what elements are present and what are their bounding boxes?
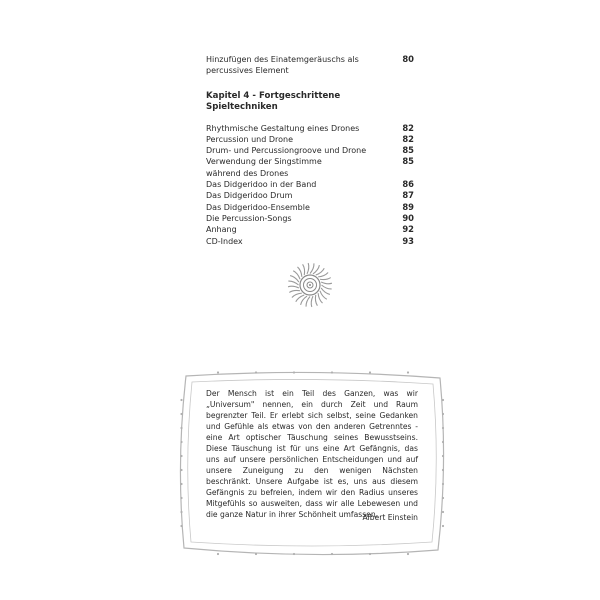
frame-dot bbox=[407, 553, 409, 555]
sun-ray bbox=[322, 285, 332, 289]
frame-dot bbox=[442, 525, 444, 527]
sun-ray bbox=[288, 286, 299, 288]
frame-dot bbox=[180, 455, 182, 457]
frame-dot bbox=[293, 553, 295, 555]
toc-entry-page: 82 bbox=[402, 122, 414, 133]
toc-entry bbox=[206, 179, 414, 190]
frame-dot bbox=[180, 399, 182, 401]
toc-entry bbox=[206, 54, 414, 77]
frame-dot bbox=[180, 483, 182, 485]
toc-entry-page: 90 bbox=[402, 212, 414, 223]
toc-entry bbox=[206, 156, 414, 179]
toc-entry-page: 80 bbox=[402, 54, 414, 64]
toc-entry bbox=[206, 213, 414, 224]
quote-paragraph: Der Mensch ist ein Teil des Ganzen, was wir „Universum" nennen, ein durch Zeit und Raum begrenzter Teil. Er erlebt sich selbst, seine Gedanken und Gefühle als etwas von den anderen Getrenntes - eine Art optischer Täuschung seines Bewusstseins. Diese Täuschung ist für uns eine Art Gefängnis, das uns auf unsere persönlichen Entscheidungen und auf unsere Zuneigung zu den wenigen Nächsten beschränkt. Unsere Aufgabe ist es, uns aus diesem Gefängnis zu befreien, indem wir den Radius unseres Mitgefühls so ausweiten, dass wir alle Lebewesen und die ganze Natur in ihrer Schönheit umfassen. bbox=[206, 389, 418, 519]
frame-dot bbox=[180, 497, 182, 499]
frame-dot bbox=[442, 483, 444, 485]
frame-dot bbox=[442, 427, 444, 429]
sun-ray bbox=[306, 297, 310, 307]
toc-entry-page: 86 bbox=[402, 179, 414, 190]
quote-author: Albert Einstein bbox=[362, 513, 418, 522]
sun-ray bbox=[289, 290, 300, 292]
toc-entry-label bbox=[206, 54, 396, 77]
toc-entry-page: 89 bbox=[402, 201, 414, 212]
chapter-heading: Kapitel 4 - Fortgeschrittene Spieltechniken bbox=[206, 90, 341, 112]
sun-ornament-icon bbox=[286, 261, 334, 309]
sun-ray bbox=[311, 296, 313, 307]
frame-dot bbox=[180, 511, 182, 513]
toc-entry-label bbox=[206, 156, 396, 179]
frame-dot bbox=[331, 553, 333, 555]
frame-dot bbox=[442, 497, 444, 499]
frame-dot bbox=[293, 371, 295, 373]
toc-entry-label-line1: Verwendung der Singstimme bbox=[206, 157, 322, 167]
frame-dot bbox=[442, 469, 444, 471]
toc-entry-page: 87 bbox=[402, 190, 414, 201]
frame-dot bbox=[369, 371, 371, 373]
sun-ray bbox=[303, 264, 305, 275]
frame-dot bbox=[180, 525, 182, 527]
toc-entry-label: Anhang bbox=[206, 225, 237, 235]
toc-entry-page: 93 bbox=[402, 235, 414, 246]
toc-entry-page: 85 bbox=[402, 145, 414, 156]
frame-dot bbox=[217, 371, 219, 373]
frame-dot bbox=[442, 399, 444, 401]
quote-text bbox=[206, 388, 418, 520]
frame-dot bbox=[442, 413, 444, 415]
toc-entry-label: CD-Index bbox=[206, 236, 243, 246]
sun-ray bbox=[320, 278, 331, 280]
toc-entry-label: Das Didgeridoo in der Band bbox=[206, 180, 317, 190]
toc-entry-list bbox=[206, 123, 414, 247]
frame-dot bbox=[442, 455, 444, 457]
sun-ray bbox=[307, 263, 309, 274]
toc-entry-label: Die Percussion-Songs bbox=[206, 213, 292, 223]
toc-entry-page: 85 bbox=[402, 156, 414, 167]
frame-dot bbox=[180, 427, 182, 429]
toc-entry bbox=[206, 224, 414, 235]
toc-entry-label: Drum- und Percussiongroove und Drone bbox=[206, 146, 367, 156]
toc-entry-label: Das Didgeridoo Drum bbox=[206, 191, 293, 201]
toc-entry-label: Percussion und Drone bbox=[206, 134, 294, 144]
toc-entry bbox=[206, 202, 414, 213]
frame-dot bbox=[217, 553, 219, 555]
frame-dot bbox=[180, 469, 182, 471]
toc-entry-page: 82 bbox=[402, 133, 414, 144]
frame-dot bbox=[442, 511, 444, 513]
sun-ray bbox=[288, 281, 298, 285]
toc-entry-label-line2: während des Drones bbox=[206, 168, 289, 178]
toc-entry bbox=[206, 134, 414, 145]
sun-ray bbox=[315, 295, 317, 306]
toc-entry bbox=[206, 190, 414, 201]
toc-entry-label: Rhythmische Gestaltung eines Drones bbox=[206, 123, 360, 133]
toc-entry bbox=[206, 123, 414, 134]
frame-dot bbox=[255, 371, 257, 373]
frame-dot bbox=[442, 441, 444, 443]
frame-dot bbox=[180, 413, 182, 415]
sun-ray bbox=[310, 263, 314, 273]
toc-entry-page: 92 bbox=[402, 224, 414, 235]
table-of-contents bbox=[206, 54, 414, 247]
frame-dot bbox=[180, 441, 182, 443]
sun-ray bbox=[321, 282, 332, 284]
toc-entry bbox=[206, 236, 414, 247]
frame-dot bbox=[331, 371, 333, 373]
frame-dot bbox=[255, 553, 257, 555]
toc-entry-label: Das Didgeridoo-Ensemble bbox=[206, 202, 310, 212]
frame-dot bbox=[369, 553, 371, 555]
frame-dot bbox=[407, 371, 409, 373]
toc-entry-label-line2: percussives Element bbox=[206, 66, 289, 76]
toc-entry-label-line1: Hinzufügen des Einatemgeräuschs als bbox=[206, 55, 359, 64]
toc-entry bbox=[206, 145, 414, 156]
